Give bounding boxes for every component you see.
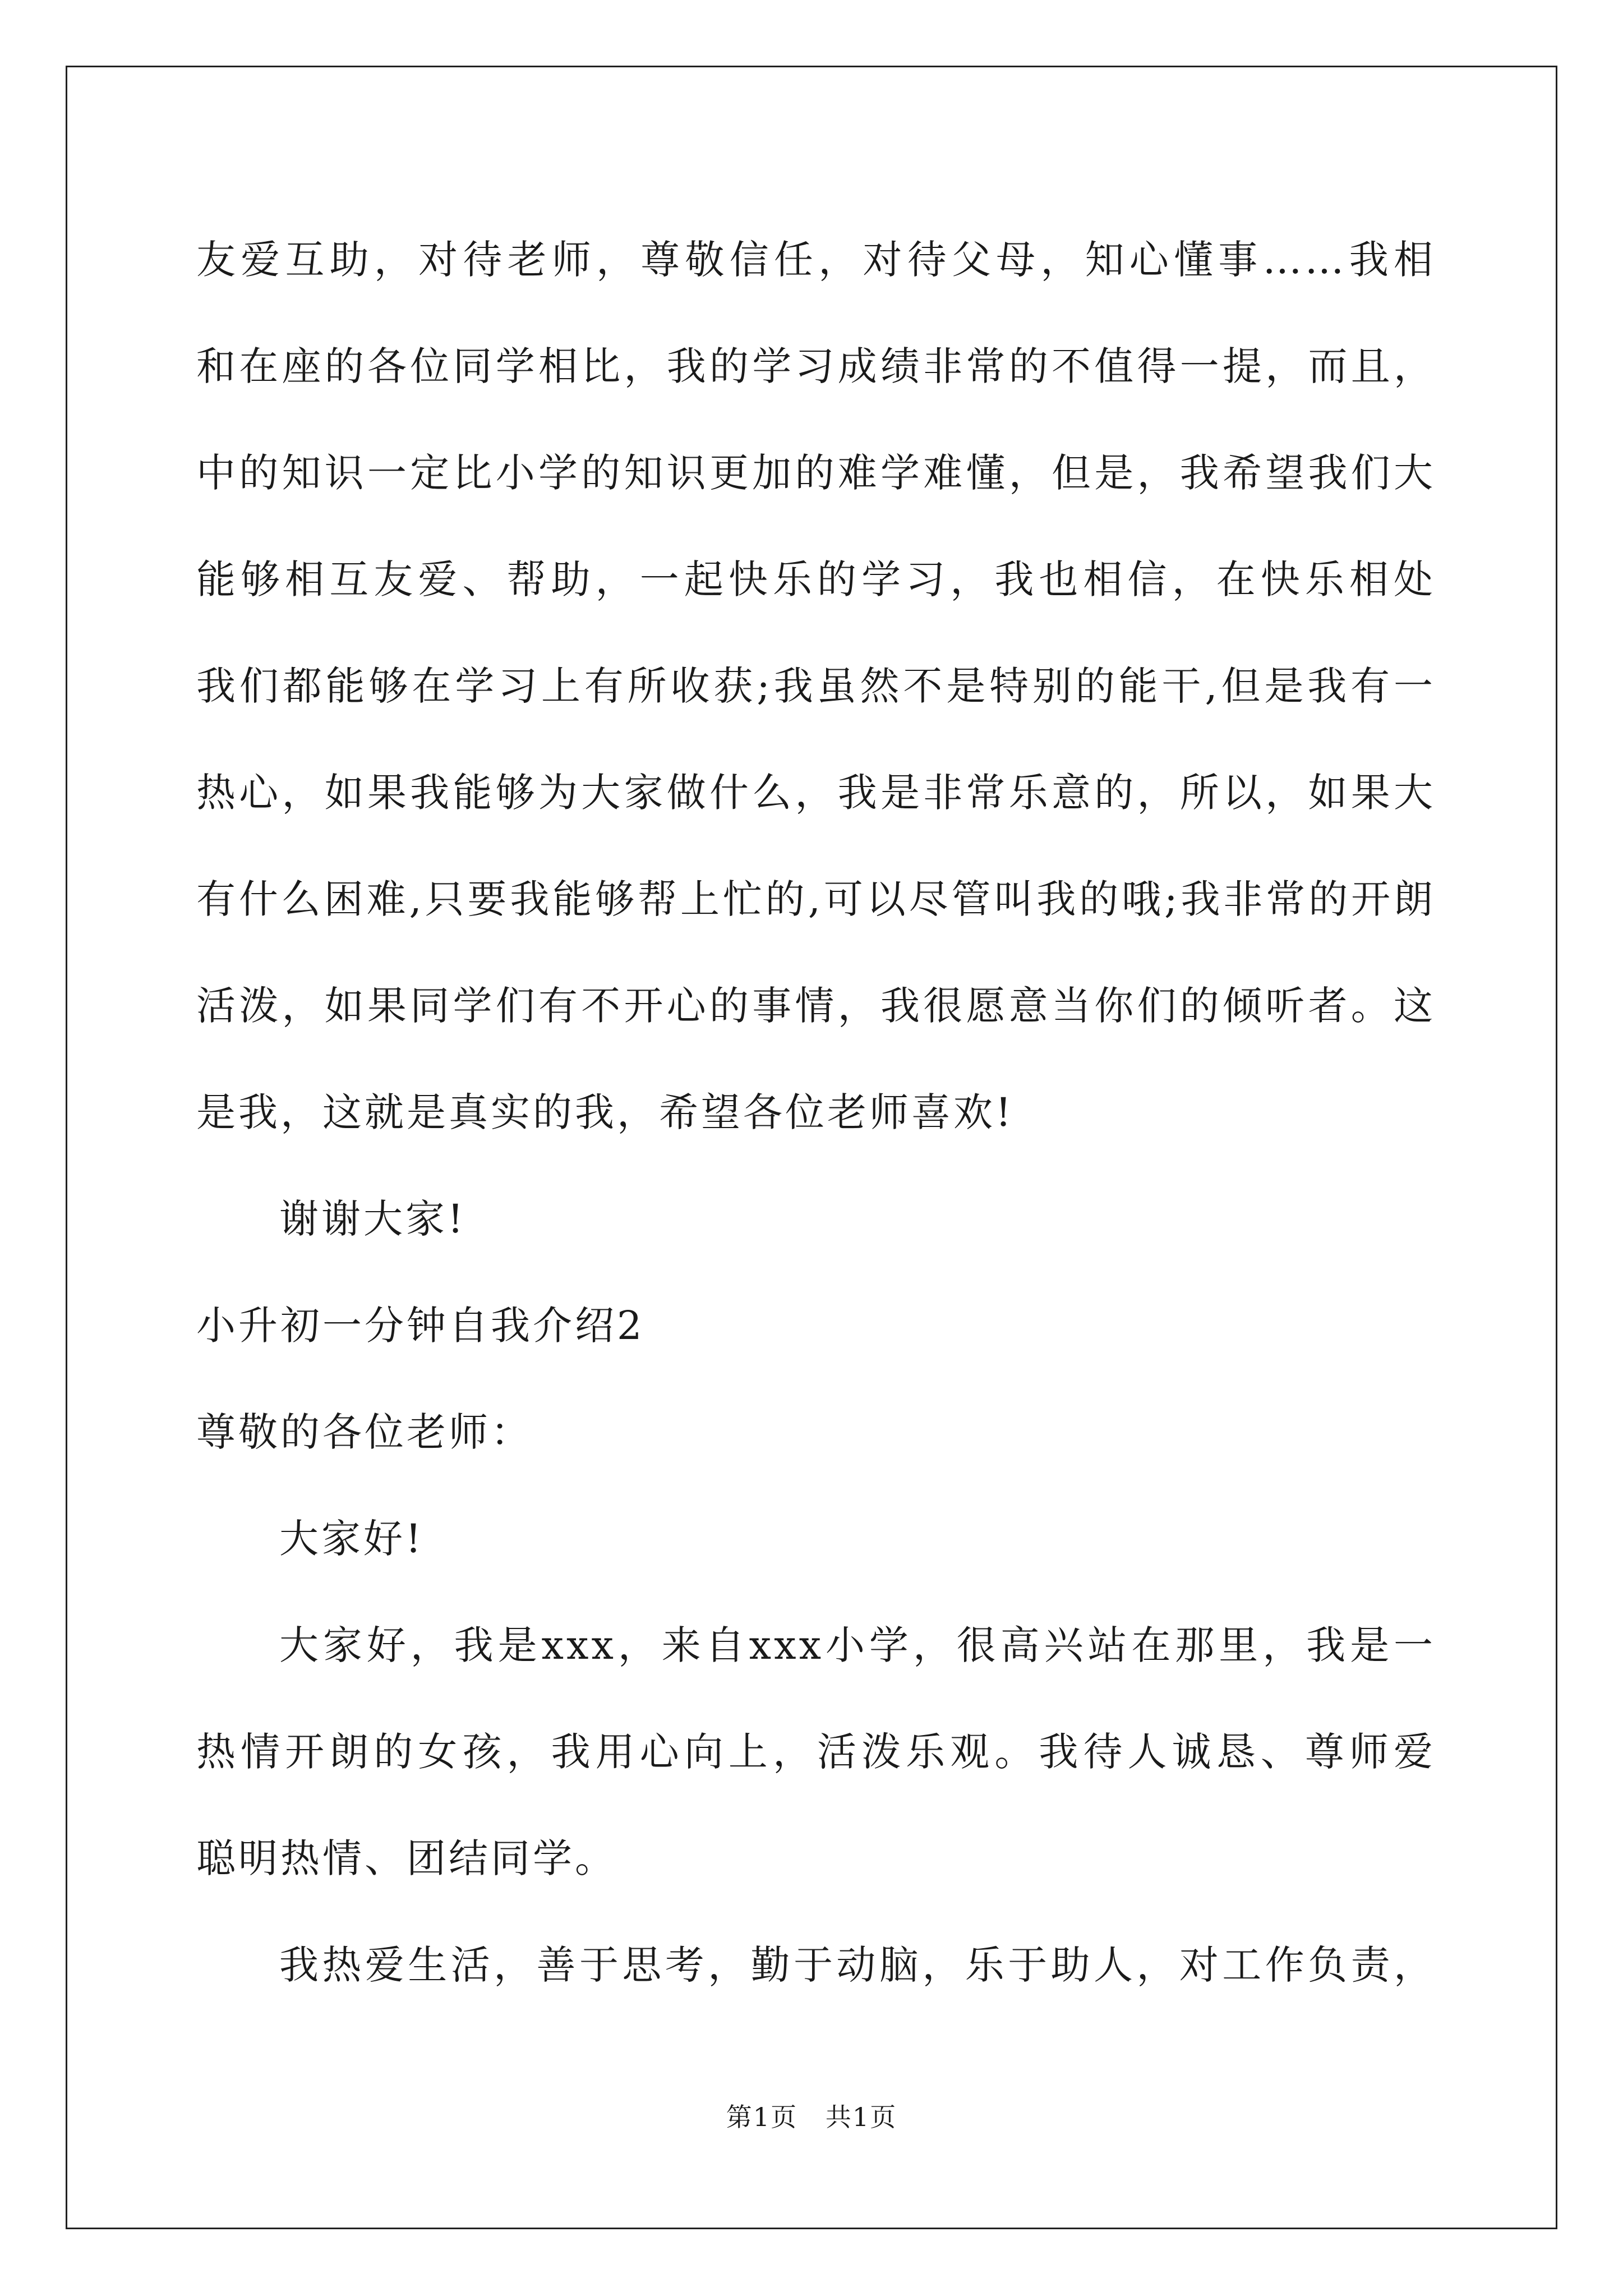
salutation: 尊敬的各位老师： (196, 1409, 533, 1455)
page-footer: 第1页 共1页 (726, 2102, 897, 2132)
text-line-4: 能够相互友爱、帮助，一起快乐的学习，我也相信，在快乐相处 (196, 556, 1436, 602)
text-line-2: 和在座的各位同学相比，我的学习成绩非常的不值得一提，而且， (196, 343, 1436, 389)
text-line-9: 是我，这就是真实的我，希望各位老师喜欢! (196, 1089, 1015, 1135)
text-line-16: 聪明热情、团结同学。 (196, 1835, 617, 1881)
greeting: 大家好! (279, 1516, 425, 1562)
text-line-6: 热心，如果我能够为大家做什么，我是非常乐意的，所以，如果大 (196, 770, 1436, 816)
text-line-10: 谢谢大家! (279, 1196, 467, 1242)
document-body (196, 206, 1436, 2018)
text-line-8: 活泼，如果同学们有不开心的事情，我很愿意当你们的倾听者。这 (196, 983, 1436, 1029)
text-line-15: 热情开朗的女孩，我用心向上，活泼乐观。我待人诚恳、尊师爱 (196, 1729, 1436, 1775)
text-line-7: 有什么困难,只要我能够帮上忙的,可以尽管叫我的哦;我非常的开朗 (196, 876, 1436, 922)
section-heading: 小升初一分钟自我介绍2 (196, 1303, 645, 1349)
text-line-1: 友爱互助，对待老师，尊敬信任，对待父母，知心懂事……我相 (196, 237, 1436, 283)
text-line-17: 我热爱生活，善于思考，勤于动脑，乐于助人，对工作负责， (279, 1942, 1436, 1988)
text-line-14: 大家好，我是xxx，来自xxx小学，很高兴站在那里，我是一 (279, 1622, 1436, 1668)
text-line-3: 中的知识一定比小学的知识更加的难学难懂，但是，我希望我们大 (196, 450, 1436, 496)
text-line-5: 我们都能够在学习上有所收获;我虽然不是特别的能干,但是我有一 (196, 663, 1436, 709)
